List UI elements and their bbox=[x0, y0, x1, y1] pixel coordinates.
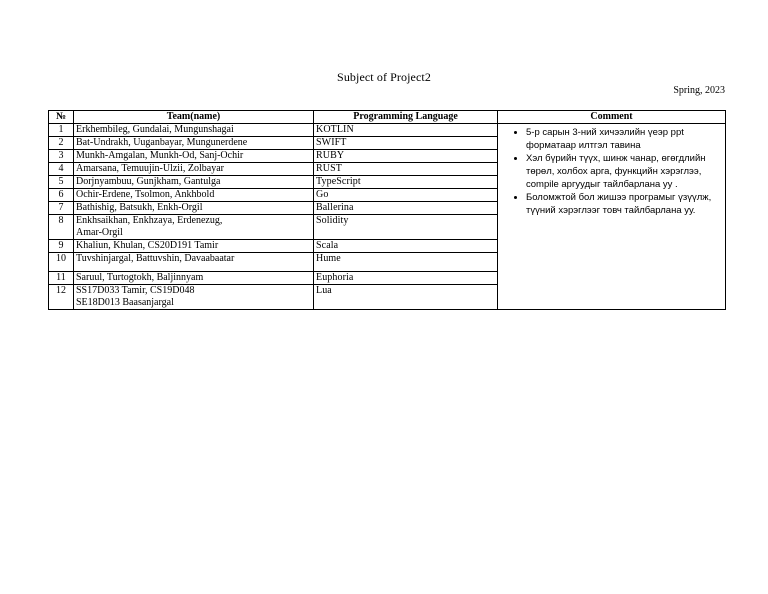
row-number: 5 bbox=[49, 176, 74, 189]
row-number: 4 bbox=[49, 163, 74, 176]
project-table bbox=[48, 110, 726, 310]
language-name: Lua bbox=[314, 285, 498, 310]
team-names: Erkhembileg, Gundalai, Mungunshagai bbox=[74, 124, 314, 137]
language-name: Euphoria bbox=[314, 272, 498, 285]
team-names: Khaliun, Khulan, CS20D191 Tamir bbox=[74, 240, 314, 253]
header-no: № bbox=[49, 111, 74, 124]
row-number: 9 bbox=[49, 240, 74, 253]
semester-label: Spring, 2023 bbox=[673, 85, 725, 96]
row-number: 2 bbox=[49, 137, 74, 150]
language-name: Go bbox=[314, 189, 498, 202]
team-names-line: SS17D033 Tamir, CS19D048 bbox=[76, 285, 195, 296]
table-header-row bbox=[49, 111, 726, 124]
team-names bbox=[74, 285, 314, 310]
comment-cell bbox=[498, 124, 726, 310]
header-team: Team(name) bbox=[74, 111, 314, 124]
header-comment: Comment bbox=[498, 111, 726, 124]
language-name: TypeScript bbox=[314, 176, 498, 189]
language-name: Solidity bbox=[314, 215, 498, 240]
header-language: Programming Language bbox=[314, 111, 498, 124]
team-names: Bat-Undrakh, Uuganbayar, Mungunerdene bbox=[74, 137, 314, 150]
comment-item: • 5-р сарын 3-ний хичээлийн үеэр ppt форматаар илтгэл тавина bbox=[526, 126, 721, 152]
row-number: 11 bbox=[49, 272, 74, 285]
comment-list bbox=[504, 126, 721, 217]
language-name: RUST bbox=[314, 163, 498, 176]
language-name: Hume bbox=[314, 253, 498, 272]
row-number: 6 bbox=[49, 189, 74, 202]
team-names-line: Amar-Orgil bbox=[76, 227, 123, 238]
team-names bbox=[74, 215, 314, 240]
team-names-line: Enkhsaikhan, Enkhzaya, Erdenezug, bbox=[76, 215, 223, 226]
team-names: Dorjnyambuu, Gunjkham, Gantulga bbox=[74, 176, 314, 189]
row-number: 10 bbox=[49, 253, 74, 272]
language-name: SWIFT bbox=[314, 137, 498, 150]
comment-item: • Боломжтой бол жишээ програмыг үзүүлж, түүний хэрэглээг товч тайлбарлана уу. bbox=[526, 191, 721, 217]
language-name: Scala bbox=[314, 240, 498, 253]
team-names: Munkh-Amgalan, Munkh-Od, Sanj-Ochir bbox=[74, 150, 314, 163]
language-name: KOTLIN bbox=[314, 124, 498, 137]
row-number: 1 bbox=[49, 124, 74, 137]
team-names-line: SE18D013 Baasanjargal bbox=[76, 297, 174, 308]
row-number: 12 bbox=[49, 285, 74, 310]
row-number: 3 bbox=[49, 150, 74, 163]
row-number: 7 bbox=[49, 202, 74, 215]
table-row bbox=[49, 124, 726, 137]
language-name: Ballerina bbox=[314, 202, 498, 215]
team-names: Saruul, Turtogtokh, Baljinnyam bbox=[74, 272, 314, 285]
team-names: Ochir-Erdene, Tsolmon, Ankhbold bbox=[74, 189, 314, 202]
language-name: RUBY bbox=[314, 150, 498, 163]
comment-item: • Хэл бүрийн түүх, шинж чанар, өгөгдлийн төрөл, холбох арга, функцийн хэрэглээ, compile аргуудыг тайлбарлана уу . bbox=[526, 152, 721, 191]
team-names: Bathishig, Batsukh, Enkh-Orgil bbox=[74, 202, 314, 215]
team-names: Tuvshinjargal, Battuvshin, Davaabaatar bbox=[74, 253, 314, 272]
team-names: Amarsana, Temuujin-Ulzii, Zolbayar bbox=[74, 163, 314, 176]
row-number: 8 bbox=[49, 215, 74, 240]
page-title: Subject of Project2 bbox=[337, 70, 431, 84]
